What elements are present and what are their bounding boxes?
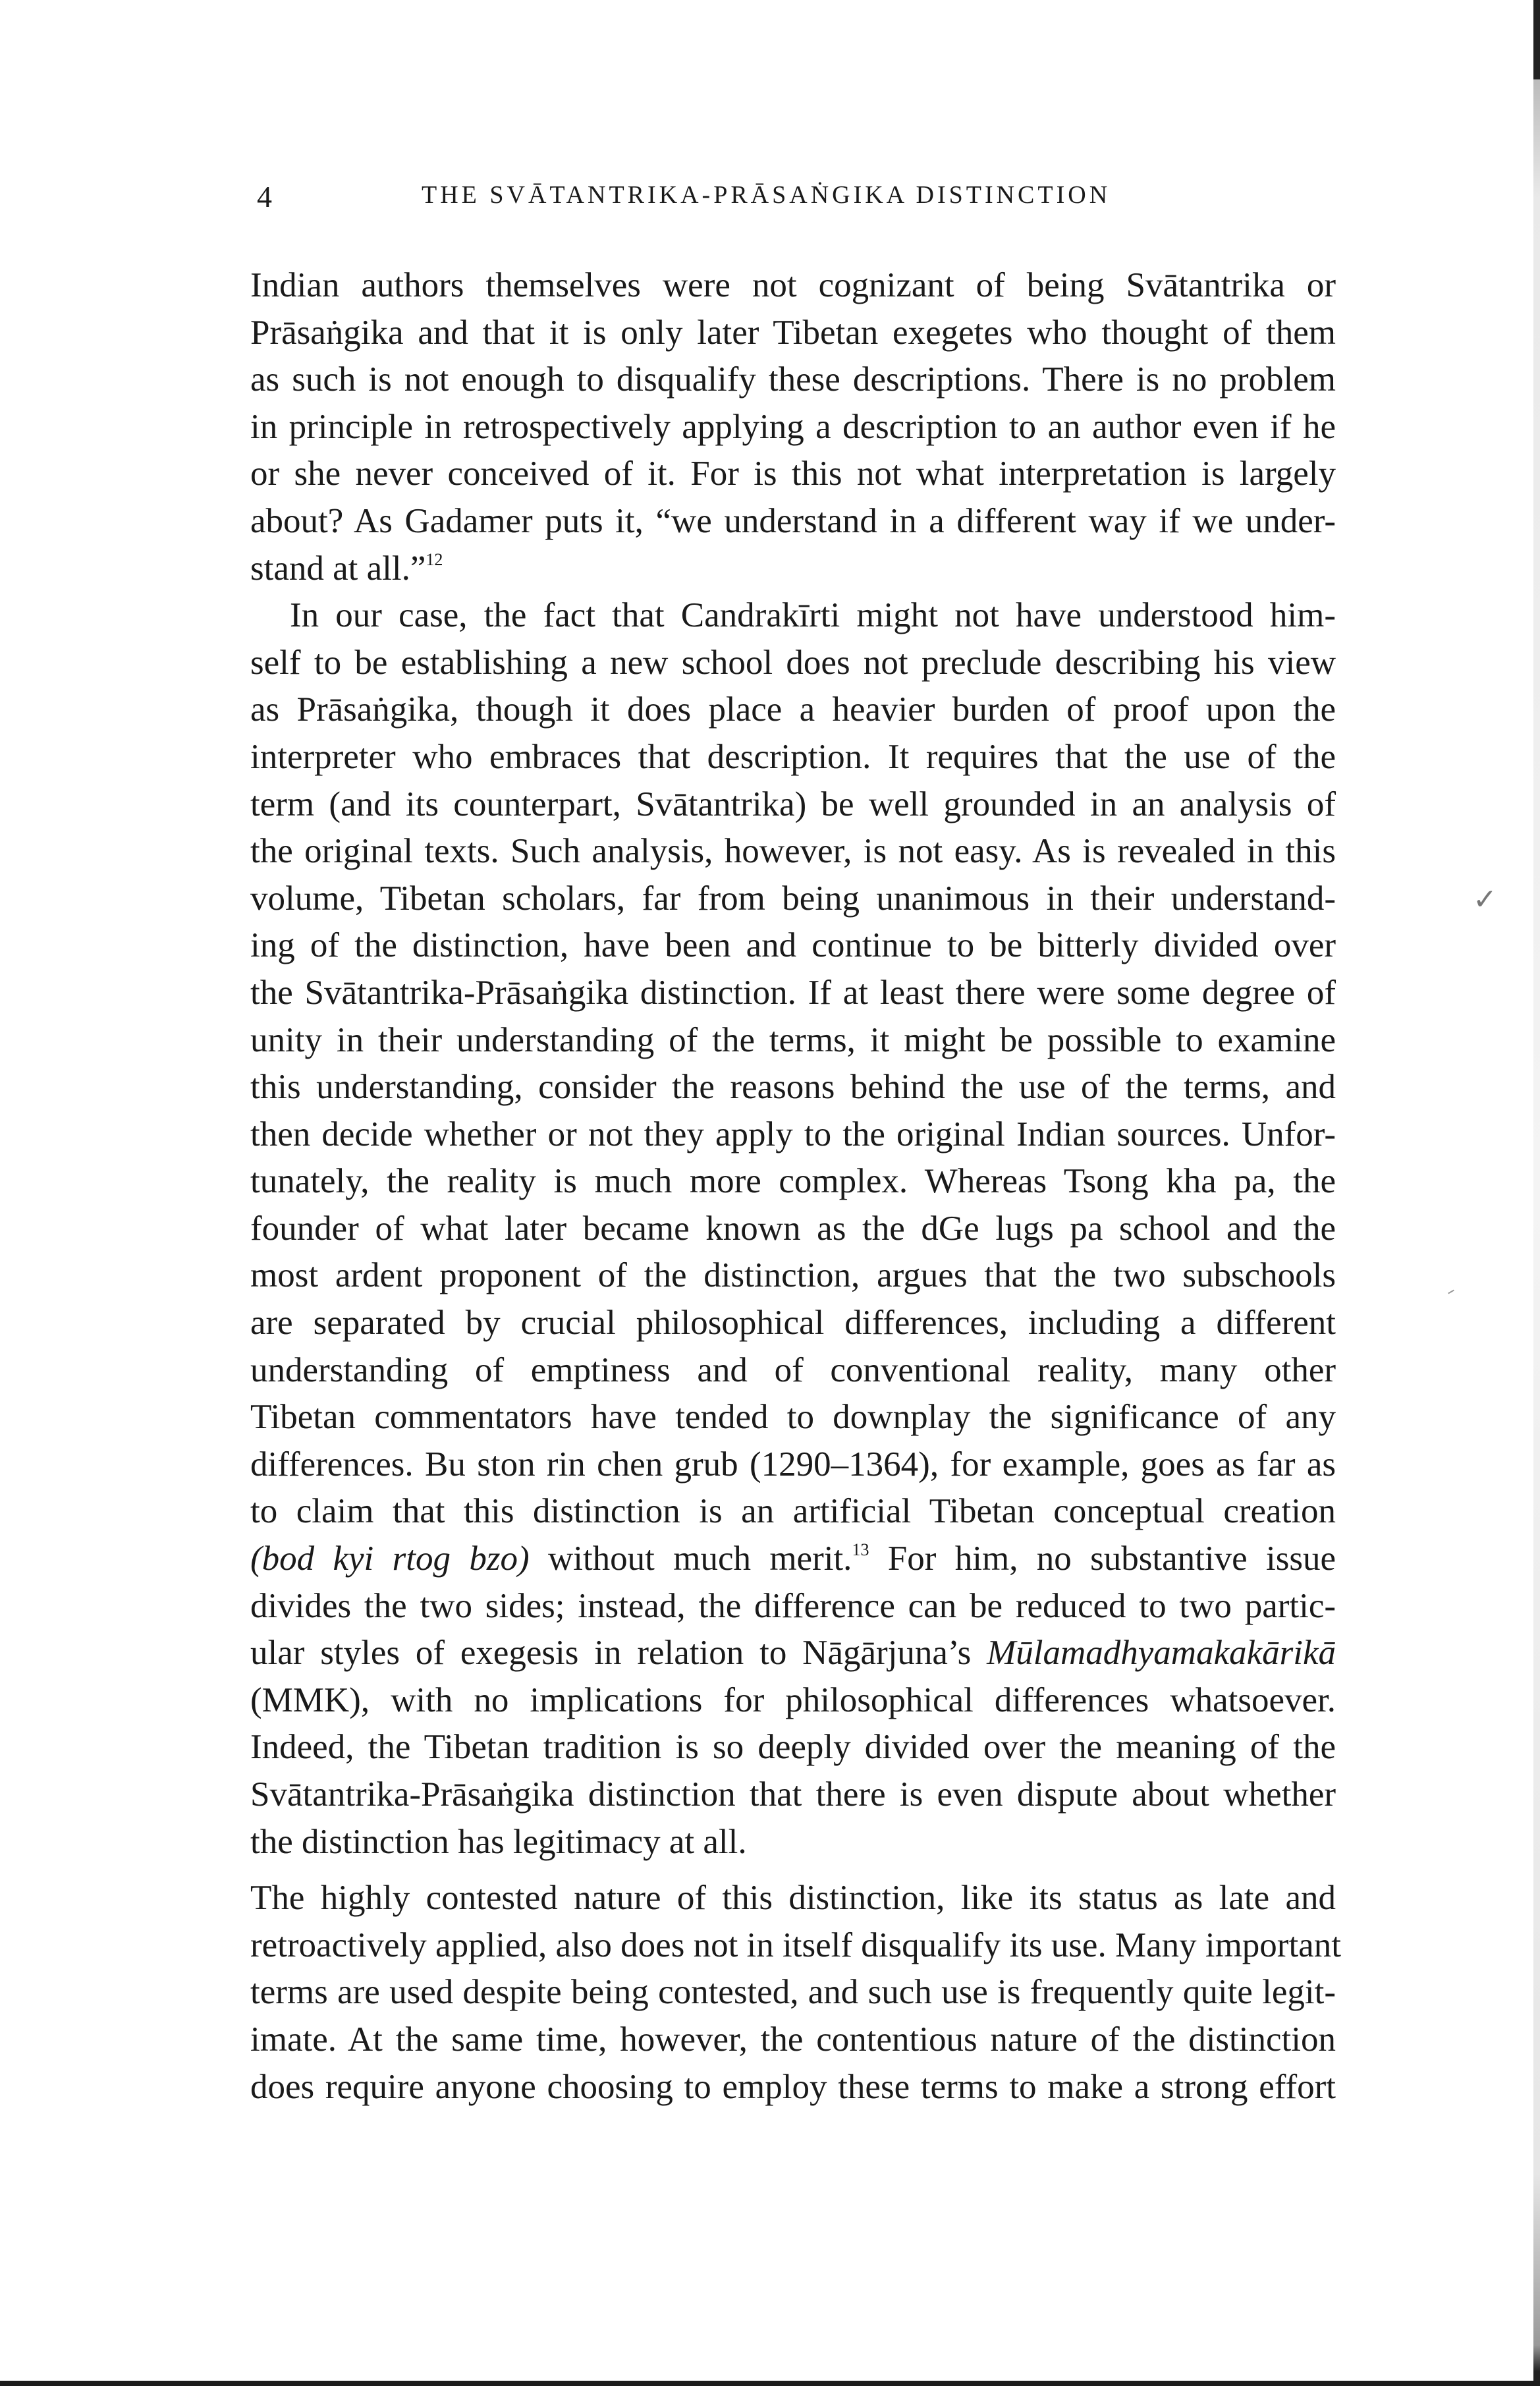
text-line: terms are used despite being contested, and such use is frequently quite legit- (250, 1973, 1336, 2012)
text-line: to claim that this distinction is an artificial Tibetan conceptual creation (250, 1492, 1336, 1531)
text-line: does require anyone choosing to employ these terms to make a strong effort (250, 2067, 1336, 2106)
paragraph-1 (250, 262, 1336, 592)
text-line (250, 545, 1336, 593)
paragraph-2 (250, 592, 1336, 1866)
text-line: divides the two sides; instead, the difference can be reduced to two partic- (250, 1586, 1336, 1625)
text-line (250, 1630, 1336, 1677)
text-line: about? As Gadamer puts it, “we understand in a different way if we under- (250, 501, 1336, 540)
text-line: most ardent proponent of the distinction, argues that the two subschools (250, 1256, 1336, 1295)
scan-edge-right (1533, 0, 1540, 2386)
text-line: founder of what later became known as the dGe lugs pa school and the (250, 1209, 1336, 1248)
text-line: self to be establishing a new school does not preclude describing his view (250, 643, 1336, 682)
page-number: 4 (257, 180, 272, 213)
italic-title: Mūlamadhyamakakārikā (987, 1634, 1336, 1673)
text-line: retroactively applied, also does not in itself disqualify its use. Many important (250, 1926, 1341, 1964)
margin-dash-mark (1448, 1290, 1454, 1294)
text-line: volume, Tibetan scholars, far from being unanimous in their understand- (250, 879, 1336, 918)
footnote-ref-13: 13 (852, 1540, 869, 1560)
text-line: in principle in retrospectively applying a description to an author even if he (250, 407, 1336, 446)
text-line: as Prāsaṅgika, though it does place a heavier burden of proof upon the (250, 690, 1336, 729)
text-line (250, 1536, 1336, 1583)
text-line: the distinction has legitimacy at all. (250, 1822, 747, 1861)
text-line: or she never conceived of it. For is this not what interpretation is largely (250, 455, 1336, 493)
text-line: interpreter who embraces that description. It requires that the use of the (250, 737, 1336, 776)
text-line: (MMK), with no implications for philosophical differences whatsoever. (250, 1680, 1336, 1719)
text-line: Svātantrika-Prāsaṅgika distinction that there is even dispute about whether (250, 1775, 1336, 1814)
running-header (250, 179, 1331, 219)
text-line: unity in their understanding of the terms, it might be possible to examine (250, 1020, 1336, 1059)
text-line: this understanding, consider the reasons behind the use of the terms, and (250, 1068, 1336, 1107)
footnote-ref-12: 12 (426, 549, 443, 569)
text-line: The highly contested nature of this distinction, like its status as late and (250, 1879, 1336, 1918)
text-line: term (and its counterpart, Svātantrika) be well grounded in an analysis of (250, 785, 1336, 823)
text-line: are separated by crucial philosophical differences, including a different (250, 1304, 1336, 1343)
text-line: In our case, the fact that Candrakīrti might not have understood him- (290, 596, 1336, 635)
paragraph-3 (250, 1875, 1341, 2111)
running-title: THE SVĀTANTRIKA-PRĀSAṄGIKA DISTINCTION (422, 181, 1111, 209)
body-text (250, 262, 1341, 2111)
text-line: Prāsaṅgika and that it is only later Tibetan exegetes who thought of them (250, 313, 1336, 352)
italic-term: (bod kyi rtog bzo) (250, 1540, 530, 1578)
scan-edge-bottom (0, 2381, 1540, 2386)
text-line: the original texts. Such analysis, however, is not easy. As is revealed in this (250, 832, 1336, 871)
text-line: imate. At the same time, however, the contentious nature of the distinction (250, 2020, 1336, 2059)
text-line: Indian authors themselves were not cognizant of being Svātantrika or (250, 266, 1336, 304)
text-line: understanding of emptiness and of conventional reality, many other (250, 1350, 1336, 1389)
text-fragment: without much merit. (529, 1540, 852, 1578)
paragraph-spacer (250, 1866, 1336, 1875)
text-line: the Svātantrika-Prāsaṅgika distinction. If at least there were some degree of (250, 973, 1336, 1012)
text-fragment: For him, no substantive issue (869, 1540, 1336, 1578)
text-line: ing of the distinction, have been and continue to be bitterly divided over (250, 926, 1336, 965)
text-line: then decide whether or not they apply to the original Indian sources. Unfor- (250, 1115, 1336, 1153)
text-line: tunately, the reality is much more complex. Whereas Tsong kha pa, the (250, 1162, 1336, 1201)
text-fragment: ular styles of exegesis in relation to Nāgārjuna’s (250, 1634, 987, 1673)
text-line: as such is not enough to disqualify these descriptions. There is no problem (250, 360, 1336, 399)
text-fragment: stand at all.” (250, 549, 426, 588)
text-line: Indeed, the Tibetan tradition is so deeply divided over the meaning of the (250, 1728, 1336, 1767)
text-line: Tibetan commentators have tended to downplay the significance of any (250, 1398, 1336, 1437)
checkmark-annotation: ✓ (1473, 883, 1497, 916)
text-line: differences. Bu ston rin chen grub (1290–1364), for example, goes as far as (250, 1445, 1336, 1484)
